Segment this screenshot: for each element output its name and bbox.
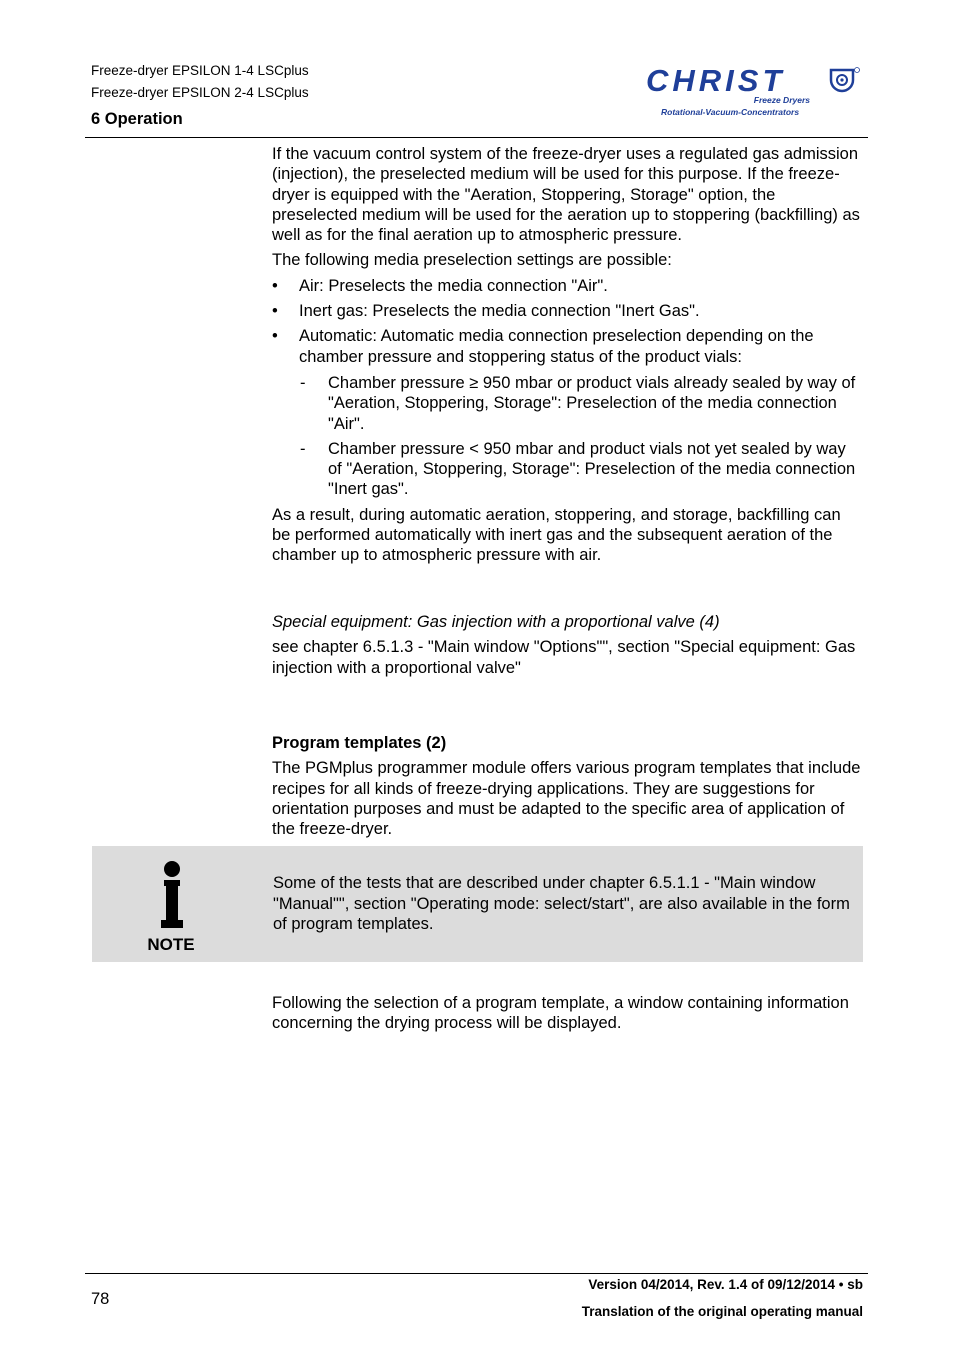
list-item xyxy=(272,276,862,296)
list-item-text: Automatic: Automatic media connection preselection depending on the chamber pressure and stoppering status of the product vials: xyxy=(299,327,814,366)
paragraph-settings-intro: The following media preselection settings are possible: xyxy=(272,251,672,270)
list-item xyxy=(272,326,862,367)
program-templates-heading: Program templates (2) xyxy=(272,734,447,752)
special-equipment-section xyxy=(272,612,862,678)
dash-mark: - xyxy=(300,439,306,458)
sub-list-item-text: Chamber pressure ≥ 950 mbar or product vials already sealed by way of "Aeration, Stoppering, Storage": Preselection of the media connection "Air". xyxy=(328,373,856,433)
program-templates-text: The PGMplus programmer module offers various program templates that include recipes for all kinds of freeze-drying applications. They are suggestions for orientation purposes and must be adapted to the specific area of application of the freeze-dryer. xyxy=(272,759,861,839)
media-preselection-section xyxy=(272,144,862,566)
sub-list-item xyxy=(272,373,862,434)
logo-subtitle-1: Freeze Dryers xyxy=(753,95,810,105)
note-text: Some of the tests that are described under chapter 6.5.1.1 - "Main window "Manual"", section "Operating mode: select/start", are also available in the form of program templates. xyxy=(273,874,850,933)
list-item-text: Inert gas: Preselects the media connection "Inert Gas". xyxy=(299,302,700,321)
footer-rule xyxy=(85,1273,868,1274)
list-item-text: Air: Preselects the media connection "Air". xyxy=(299,276,608,295)
logo-brand: CHRIST xyxy=(646,63,786,98)
sub-list-item-text: Chamber pressure < 950 mbar and product vials not yet sealed by way of "Aeration, Stoppering, Storage": Preselection of the media connection "Inert gas". xyxy=(328,439,856,499)
paragraph-automatic-result: As a result, during automatic aeration, stoppering, and storage, backfilling can be performed automatically with inert gas and the subsequent aeration of the chamber up to atmospheric pressure with air. xyxy=(272,505,841,565)
bullet-mark: • xyxy=(272,276,278,295)
header-rule xyxy=(85,137,868,138)
special-equipment-text: see chapter 6.5.1.3 - "Main window "Options"", section "Special equipment: Gas injection with a proportional valve" xyxy=(272,638,856,677)
logo-emblem-icon xyxy=(828,66,862,96)
page-number: 78 xyxy=(91,1290,110,1308)
bullet-mark: • xyxy=(272,327,278,346)
header-product-line-1: Freeze-dryer EPSILON 1-4 LSCplus xyxy=(91,63,309,78)
special-equipment-heading: Special equipment: Gas injection with a proportional valve (4) xyxy=(272,613,720,631)
bullet-mark: • xyxy=(272,302,278,321)
footer-translation: Translation of the original operating manual xyxy=(581,1304,863,1319)
list-item xyxy=(272,301,862,321)
program-templates-section xyxy=(272,733,862,839)
logo-subtitle-2: Rotational-Vacuum-Concentrators xyxy=(661,107,800,117)
info-icon xyxy=(158,860,186,930)
dash-mark: - xyxy=(300,373,306,392)
note-label: NOTE xyxy=(147,935,195,954)
footer-version: Version 04/2014, Rev. 1.4 of 09/12/2014 • sb xyxy=(588,1277,863,1292)
header-product-line-2: Freeze-dryer EPSILON 2-4 LSCplus xyxy=(91,85,309,100)
paragraph-gas-admission: If the vacuum control system of the freeze-dryer uses a regulated gas admission (injection), the preselected medium will be used for this purpose. If the freeze-dryer is equipped with the "Aeration, Stoppering, Storage" option, the preselected medium will be used for the aeration up to stoppering (backfilling) as well as for the final aeration up to atmospheric pressure. xyxy=(272,145,860,245)
final-paragraph: Following the selection of a program template, a window containing information concerning the drying process will be displayed. xyxy=(272,994,849,1033)
section-title: 6 Operation xyxy=(91,110,183,128)
sub-list-item xyxy=(272,439,862,500)
christ-logo xyxy=(640,64,865,120)
